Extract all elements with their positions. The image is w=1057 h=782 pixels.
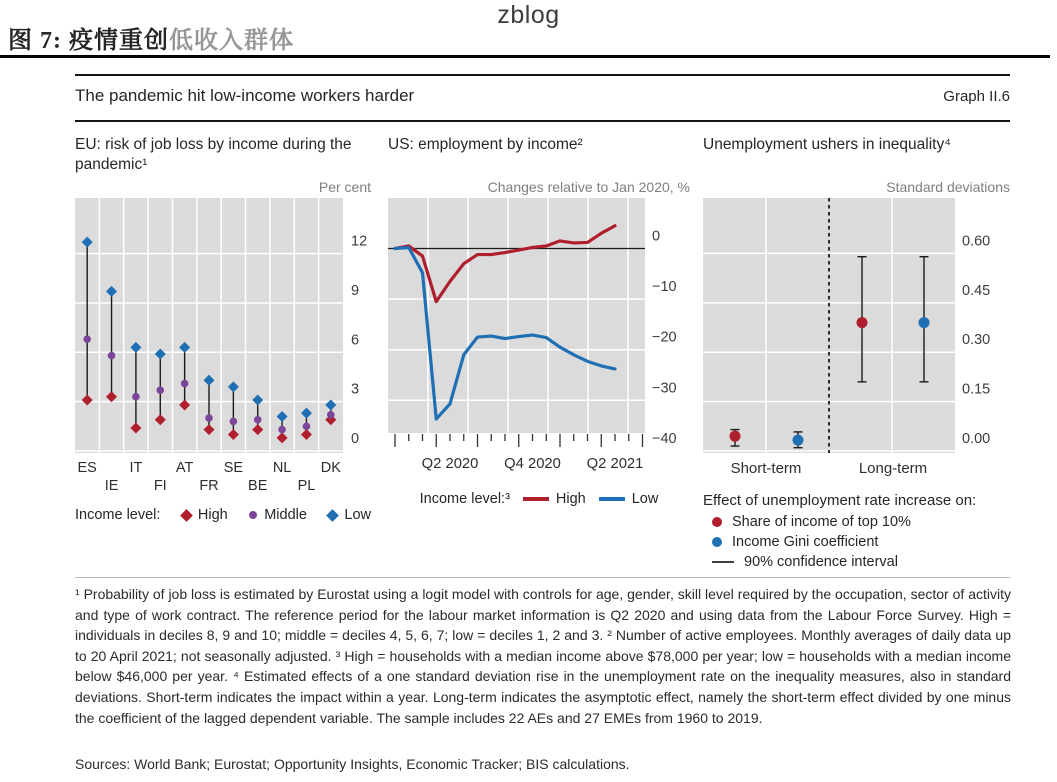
- confidence-interval-line-icon: [712, 561, 734, 563]
- eu-legend-item-low: [328, 507, 371, 523]
- panel-us-unit-label: Changes relative to Jan 2020, %: [487, 179, 690, 195]
- country-label: AT: [175, 460, 194, 476]
- panel-us: [388, 135, 690, 483]
- country-label: BE: [248, 478, 268, 494]
- data-point-circle: [108, 352, 116, 360]
- panel-inequality: [703, 135, 1010, 483]
- data-point-circle: [132, 393, 140, 401]
- data-point-circle: [327, 411, 335, 419]
- inequality-chart: [703, 198, 1010, 483]
- panel-us-title: US: employment by income²: [388, 136, 583, 153]
- graph-top-rule: [75, 74, 1010, 76]
- y-tick-label: 0.15: [962, 381, 991, 398]
- data-point-circle: [230, 418, 238, 426]
- country-label: IE: [104, 478, 119, 494]
- y-tick-label: 0.45: [962, 282, 991, 299]
- y-tick-label: 0.30: [962, 332, 991, 349]
- eu-legend-label: Income level:: [75, 507, 161, 523]
- data-point-dot: [857, 317, 868, 328]
- graph-number: Graph II.6: [943, 88, 1010, 105]
- eu-legend-item-high: [182, 507, 228, 523]
- panel-eu-unit-label: Per cent: [318, 179, 371, 195]
- inequality-legend-item-ci: [703, 552, 1033, 572]
- graph-title-row: [75, 86, 1010, 106]
- high-diamond-icon: [180, 509, 193, 522]
- eu-legend-low-label: Low: [344, 507, 371, 523]
- middle-circle-icon: [249, 511, 257, 519]
- data-point-circle: [205, 414, 213, 422]
- figure-caption-gray: 低收入群体: [169, 28, 294, 54]
- inequality-legend-item-gini: [703, 532, 1033, 552]
- sources: Sources: World Bank; Eurostat; Opportunity Insights, Economic Tracker; BIS calculations.: [75, 756, 630, 772]
- data-point-dot: [730, 431, 741, 442]
- data-point-circle: [181, 380, 189, 388]
- y-tick-label: 0: [652, 228, 661, 245]
- panel-eu: [75, 135, 371, 498]
- high-line-icon: [523, 497, 549, 500]
- site-watermark: zblog: [497, 1, 560, 29]
- eu-chart: [75, 198, 371, 498]
- data-point-circle: [156, 386, 164, 394]
- country-label: FR: [199, 478, 219, 494]
- data-point-dot: [919, 317, 930, 328]
- panel-eu-title: EU: risk of job loss by income during the pandemic¹: [75, 136, 352, 173]
- figure-caption-cn: [8, 20, 294, 55]
- country-label: NL: [272, 460, 292, 476]
- inequality-legend-heading: Effect of unemployment rate increase on:: [703, 492, 977, 509]
- low-line-icon: [599, 497, 625, 500]
- x-tick-label: Q2 2021: [586, 456, 644, 472]
- data-point-dot: [793, 435, 804, 446]
- y-tick-label: 0.00: [962, 431, 991, 447]
- y-tick-label: −20: [652, 329, 677, 346]
- data-point-circle: [278, 426, 286, 434]
- y-tick-label: 0.60: [962, 233, 991, 250]
- top10-label: Share of income of top 10%: [732, 514, 911, 530]
- panel-inequality-unit-label: Standard deviations: [886, 179, 1010, 195]
- y-tick-label: 0: [351, 431, 360, 447]
- country-label: FI: [153, 478, 167, 494]
- country-label: ES: [77, 460, 97, 476]
- us-legend-low-label: Low: [631, 491, 659, 507]
- confidence-interval-label: 90% confidence interval: [744, 554, 898, 570]
- inequality-legend-item-top10: [703, 512, 1033, 532]
- y-tick-label: 3: [351, 381, 360, 398]
- graph-mid-rule: [75, 120, 1010, 122]
- footnote-rule: [75, 577, 1010, 578]
- y-tick-label: −40: [652, 430, 677, 447]
- figure-caption-black: 图 7: 疫情重创: [8, 28, 169, 54]
- y-tick-label: −10: [652, 279, 677, 296]
- inequality-legend: [703, 492, 1033, 572]
- eu-legend-middle-label: Middle: [264, 507, 307, 523]
- graph-title: The pandemic hit low-income workers harder: [75, 86, 415, 105]
- y-tick-label: −30: [652, 380, 677, 397]
- y-tick-label: 6: [351, 332, 360, 349]
- top10-dot-icon: [712, 517, 722, 527]
- y-tick-label: 9: [351, 282, 360, 299]
- panel-inequality-title: Unemployment ushers in inequality⁴: [703, 136, 951, 153]
- data-point-circle: [303, 423, 311, 431]
- us-chart: [388, 198, 690, 483]
- group-label: Short-term: [730, 460, 802, 477]
- us-legend-high-label: High: [555, 491, 586, 507]
- eu-legend-high-label: High: [197, 507, 228, 523]
- us-legend: [388, 491, 690, 507]
- us-legend-item-high: [523, 491, 586, 507]
- data-point-circle: [83, 335, 91, 343]
- group-label: Long-term: [858, 460, 928, 477]
- country-label: SE: [223, 460, 244, 476]
- y-tick-label: 12: [351, 233, 368, 250]
- country-label: IT: [129, 460, 143, 476]
- eu-legend-item-middle: [249, 507, 307, 523]
- x-tick-label: Q2 2020: [421, 456, 479, 472]
- data-point-circle: [254, 416, 262, 424]
- caption-underline: [0, 55, 1050, 58]
- country-label: DK: [320, 460, 341, 476]
- us-legend-item-low: [599, 491, 659, 507]
- low-diamond-icon: [327, 509, 340, 522]
- eu-legend: [75, 507, 371, 523]
- us-legend-label: Income level:³: [419, 491, 510, 507]
- gini-label: Income Gini coefficient: [732, 534, 879, 550]
- footnotes: ¹ Probability of job loss is estimated by Eurostat using a logit model with controls for age, gender, skill level required by the occupation, sector of activity and type of work contract. The reference period for the labour market information is Q2 2020 and using data from the Labour Force Survey. High = individuals in deciles 8, 9 and 10; middle = deciles 4, 5, 6, 7; low = deciles 1, 2 and 3. ² Number of active employees. Monthly averages of daily data up to 20 April 2021; not seasonally adjusted. ³ High = households with a median income above $78,000 per year; low = households with a median income below $46,000 per year. ⁴ Estimated effects of a one standard deviation rise in the unemployment rate on the inequality measures, also in standard deviations. Short-term indicates the impact within a year. Long-term indicates the asymptotic effect, namely the short-term effect divided by one minus the coefficient of the lagged dependent variable. The sample includes 22 AEs and 27 EMEs from 1960 to 2019.: [75, 586, 1011, 726]
- gini-dot-icon: [712, 537, 722, 547]
- x-tick-label: Q4 2020: [504, 456, 561, 472]
- country-label: PL: [297, 478, 316, 494]
